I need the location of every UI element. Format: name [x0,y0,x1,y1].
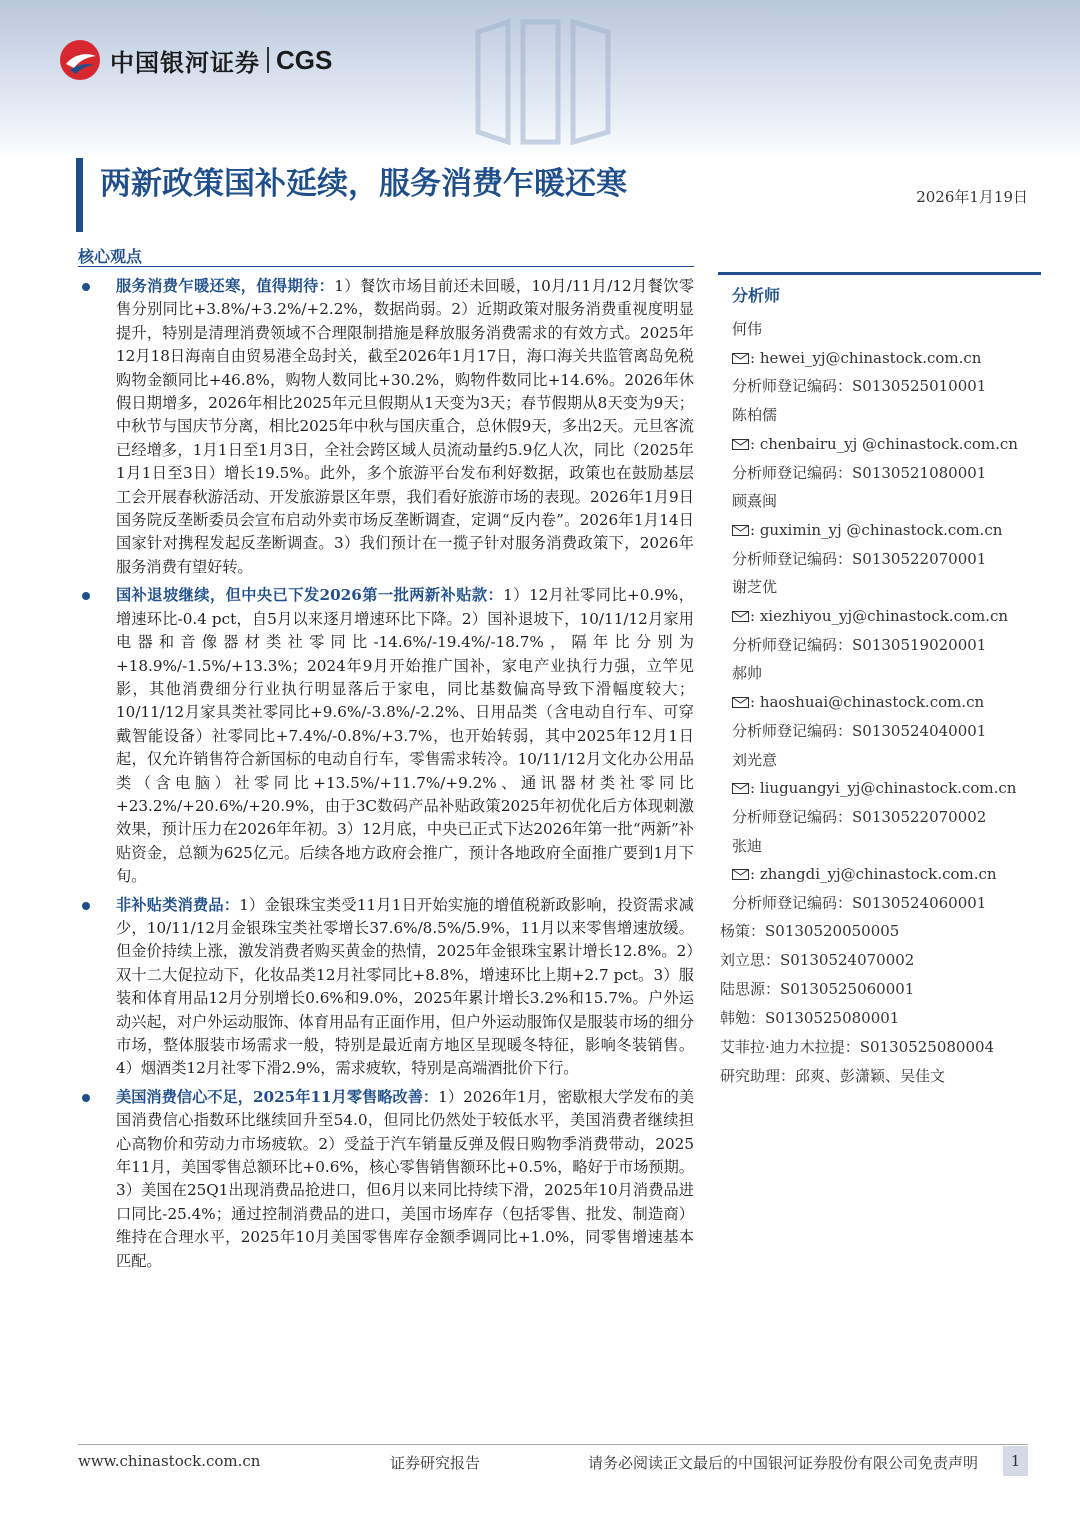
other-researchers-list [720,917,1042,1091]
analyst-entry [732,573,1042,659]
analyst-list [732,315,1042,918]
core-views-heading: 核心观点 [78,247,143,266]
analyst-registration: 分析师登记编码：S0130522070002 [732,807,987,826]
core-view-lead: 美国消费信心不足，2025年11月零售略改善： [116,1087,439,1106]
core-view-lead: 服务消费乍暖还寒，值得期待： [116,277,335,295]
title-accent-bar [76,158,83,232]
analyst-email[interactable]: hewei_yj@chinastock.com.cn [759,348,982,367]
bullet-dot-icon [82,283,90,291]
core-view-item [78,894,694,1081]
analyst-email[interactable]: liuguangyi_yj@chinastock.com.cn [759,779,1017,798]
research-assistants: 研究助理：邱爽、彭潇颖、吴佳文 [720,1067,946,1085]
core-view-text: 1）2026年1月，密歇根大学发布的美国消费信心指数环比继续回升至54.0，但同比仍然处于较低水平，美国消费者继续担心高物价和劳动力市场疲软。2）受益于汽车销量反弹及假日购物季消费带动，2025年11月，美国零售总额环比+0.6%，核心零售销售额环比+0.5%，略好于市场预期。3）美国在25Q1出现消费品抢进口，但6月以来同比持续下滑，2025年10月消费品进口同比-25.4%；通过控制消费品的进口，美国市场库存（包括零售、批发、制造商）维持在合理水平，2025年10月美国零售库存金额季调同比+1.0%，同零售增速基本匹配。 [116,1087,695,1270]
analyst-registration: 分析师登记编码：S0130524040001 [732,721,987,740]
researcher-entry: 杨策：S0130520050005 [720,922,900,940]
core-view-text: 1）金银珠宝类受11月1日开始实施的增值税新政影响，投资需求减少，10/11/12月金银珠宝类社零增长37.6%/8.5%/5.9%，11月以来零售增速放缓。但金价持续上涨，激发消费者购买黄金的热情，2025年金银珠宝累计增长12.8%。2）双十二大促拉动下，化妆品类12月社零同比+8.8%，增速环比上期+2.7 pct。3）服装和体育用品12月分别增长0.6%和9.0%，2025年累计增长3.2%和15.7%。户外运动兴起，对户外运动服饰、体育用品有正面作用，但户外运动服饰仅是服装市场的细分市场，整体服装市场需求一般，特别是最近南方地区呈现暖冬特征，影响冬装销售。4）烟酒类12月社零下滑2.9%，需求疲软，特别是高端酒批价下行。 [116,895,694,1078]
core-view-text: 1）餐饮市场目前还未回暖，10月/11月/12月餐饮零售分别同比+3.8%/+3.2%/+2.2%，数据尚弱。2）近期政策对服务消费重视度明显提升，特别是清理消费领域不合理限制措施是释放服务消费需求的有效方式。2025年12月18日海南自由贸易港全岛封关，截至2026年1月17日，海口海关共监管离岛免税购物金额同比+46.8%，购物人数同比+30.2%，购物件数同比+14.6%。2026年休假日期增多，2026年相比2025年元旦假期从1天变为3天；春节假期从8天变为9天；中秋节与国庆节分离，相比2025年中秋与国庆重合，总休假9天，多出2天。元旦客流已经增多，1月1日至1月3日，全社会跨区域人员流动量约5.9亿人次，同比（2025年1月1日至3日）增长19.5%。此外，多个旅游平台发布利好数据，政策也在鼓励基层工会开展春秋游活动、开发旅游景区年票，我们看好旅游市场的表现。2026年1月9日国务院反垄断委员会宣布启动外卖市场反垄断调查，定调“反内卷”。2026年1月14日国家针对携程发起反垄断调查。3）我们预计在一揽子针对服务消费政策下，2026年服务消费有望好转。 [116,277,695,576]
analyst-name: 顾熹闽 [732,492,778,511]
researcher-entry: 刘立思：S0130524070002 [720,951,915,969]
page-number: 1 [1003,1446,1028,1476]
analyst-email-row: : chenbairu_yj @chinastock.com.cn [732,430,1042,459]
researcher-entry: 韩勉：S0130525080001 [720,1009,900,1027]
footer-disclaimer: 请务必阅读正文最后的中国银河证券股份有限公司免责声明 [588,1454,979,1472]
core-views-list [78,275,694,1278]
analyst-registration: 分析师登记编码：S0130521080001 [732,463,987,482]
footer-rule [78,1444,1028,1445]
cgs-watermark-graphic [468,12,618,152]
analyst-registration: 分析师登记编码：S0130522070001 [732,549,987,568]
analyst-email-row: : zhangdi_yj@chinastock.com.cn [732,860,1042,889]
logo-chinese-name: 中国银河证券 [110,48,260,77]
analyst-email-row: : xiezhiyou_yj@chinastock.com.cn [732,602,1042,631]
analyst-email-row: : haoshuai@chinastock.com.cn [732,688,1042,717]
mail-icon [732,353,749,364]
report-date: 2026年1月19日 [916,188,1028,206]
sidebar-top-rule [718,272,1041,275]
analyst-registration: 分析师登记编码：S0130524060001 [732,894,987,913]
bullet-dot-icon [82,592,90,600]
footer-website-link[interactable]: www.chinastock.com.cn [78,1452,261,1470]
mail-icon [732,439,749,450]
logo-divider [267,47,269,73]
analyst-name: 张迪 [732,836,763,855]
analyst-entry [732,659,1042,745]
core-view-lead: 非补贴类消费品： [116,895,240,914]
analyst-name: 刘光意 [732,750,778,769]
bullet-dot-icon [82,902,90,910]
core-view-item [78,584,694,888]
analyst-name: 郝帅 [732,664,763,683]
bullet-dot-icon [82,1094,90,1102]
analyst-name: 何伟 [732,320,763,338]
analyst-email[interactable]: zhangdi_yj@chinastock.com.cn [759,865,997,884]
core-views-rule [78,266,694,267]
analyst-registration: 分析师登记编码：S0130519020001 [732,635,987,654]
analyst-registration: 分析师登记编码：S0130525010001 [732,377,987,396]
analyst-entry [732,315,1042,401]
analyst-entry [732,401,1042,487]
mail-icon [732,525,749,536]
analyst-email-row: : liuguangyi_yj@chinastock.com.cn [732,774,1042,803]
report-title: 两新政策国补延续，服务消费乍暖还寒 [100,166,627,202]
mail-icon [732,869,749,880]
logo-english-name: CGS [276,44,333,75]
researcher-entry: 艾菲拉·迪力木拉提：S0130525080004 [720,1038,995,1056]
mail-icon [732,611,749,622]
analyst-entry [732,487,1042,573]
core-view-item [78,1086,694,1273]
analyst-email[interactable]: chenbairu_yj @chinastock.com.cn [759,434,1018,453]
analyst-email[interactable]: haoshuai@chinastock.com.cn [759,693,985,712]
mail-icon [732,697,749,708]
footer-report-type: 证券研究报告 [390,1454,481,1472]
analyst-email[interactable]: xiezhiyou_yj@chinastock.com.cn [759,607,1009,626]
company-logo [58,38,332,82]
analyst-name: 谢芝优 [732,578,778,597]
analyst-email-row: : hewei_yj@chinastock.com.cn [732,344,1042,373]
analyst-email[interactable]: guximin_yj @chinastock.com.cn [759,520,1003,539]
analyst-email-row: : guximin_yj @chinastock.com.cn [732,516,1042,545]
analyst-name: 陈柏儒 [732,406,778,425]
analyst-entry [732,832,1042,918]
analysts-heading: 分析师 [732,286,781,305]
core-view-text: 1）12月社零同比+0.9%，增速环比-0.4 pct，自5月以来逐月增速环比下降。2）国补退坡下，10/11/12月家用电器和音像器材类社零同比-14.6%/-19.4%/-18.7%，隔年比分别为+18.9%/-1.5%/+13.3%；2024年9月开始推广国补，家电产业执行力强，立竿见影，其他消费细分行业执行明显落后于家电，同比基数偏高导致下滑幅度较大；10/11/12月家具类社零同比+9.6%/-3.8%/-2.2%、日用品类（含电动自行车、可穿戴智能设备）社零同比+7.4%/-0.8%/+3.7%，也开始转弱，其中2025年12月1日起，仅允许销售符合新国标的电动自行车，零售需求转冷。10/11/12月文化办公用品类（含电脑）社零同比+13.5%/+11.7%/+9.2%、通讯器材类社零同比+23.2%/+20.6%/+20.9%，由于3C数码产品补贴政策2025年初优化后方体现刺激效果，预计压力在2026年年初。3）12月底，中央已正式下达2026年第一批“两新”补贴资金，总额为625亿元。后续各地方政府会推广，预计各地政府全面推广要到1月下旬。 [116,586,694,886]
researcher-entry: 陆思源：S0130525060001 [720,980,915,998]
core-view-item [78,275,694,579]
analyst-entry [732,746,1042,832]
core-view-lead: 国补退坡继续，但中央已下发2026第一批两新补贴款： [116,586,504,605]
mail-icon [732,783,749,794]
cgs-logo-icon [58,38,102,82]
